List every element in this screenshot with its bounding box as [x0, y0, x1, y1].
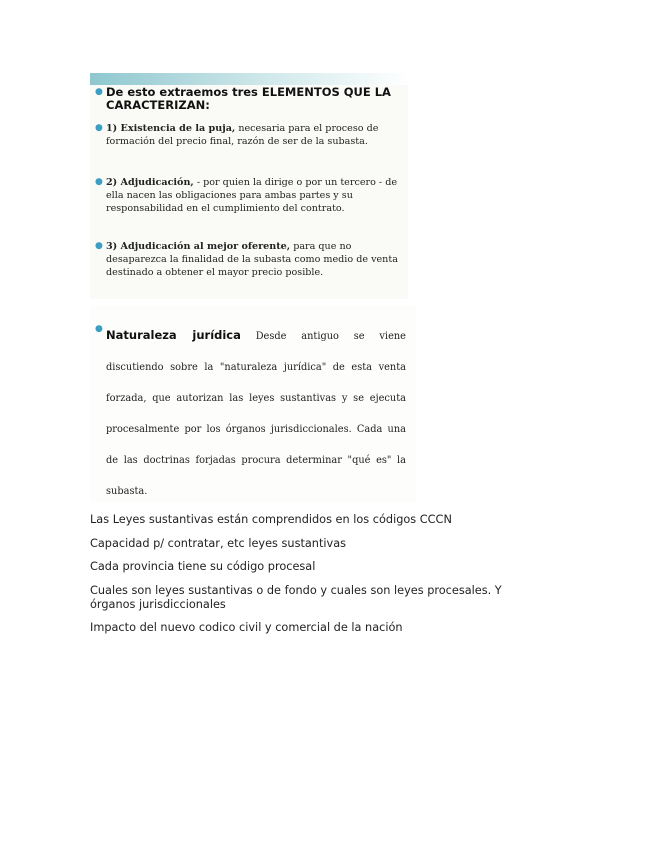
note-line-1: Las Leyes sustantivas están comprendidos en los códigos CCCN — [90, 513, 452, 526]
bullet-icon: ● — [95, 324, 103, 334]
slide-header-band — [90, 73, 408, 85]
slide-image-elementos — [90, 73, 408, 299]
slide-item-1 — [106, 122, 406, 148]
slide-item-3-text: para que no desaparezca la finalidad de la subasta como medio de venta destinado a obtener el mayor precio posible. — [106, 241, 398, 278]
slide-paragraph-text: Desde antiguo se viene discutiendo sobre la "naturaleza jurídica" de esta venta forzada, que autorizan las leyes sustantivas y se ejecuta procesalmente por los órganos jurisdiccionales. Cada una de las doctrinas forjadas procura determinar "qué es" la subasta. — [106, 331, 406, 497]
slide-item-2-text: - por quien la dirige o por un tercero - de ella nacen las obligaciones para ambas partes y su responsabilidad en el cumplimiento del contrato. — [106, 177, 398, 214]
slide-image-naturaleza — [90, 306, 416, 502]
slide-item-3 — [106, 240, 406, 279]
note-line-4: Cuales son leyes sustantivas o de fondo y cuales son leyes procesales. Y órganos jurisdiccionales — [90, 584, 502, 611]
slide-paragraph-label: Naturaleza jurídica — [106, 328, 241, 342]
slide-item-1-text: necesaria para el proceso de formación del precio final, razón de ser de la subasta. — [106, 123, 379, 147]
slide-item-2-label: 2) Adjudicación, — [106, 177, 194, 188]
slide-paragraph — [106, 320, 406, 502]
slide-heading: De esto extraemos tres ELEMENTOS QUE LA CARACTERIZAN: — [106, 85, 391, 112]
slide-item-3-label: 3) Adjudicación al mejor oferente, — [106, 241, 291, 252]
note-line-2: Capacidad p/ contratar, etc leyes sustantivas — [90, 537, 347, 550]
bullet-icon: ● — [95, 177, 103, 187]
bullet-icon: ● — [95, 123, 103, 133]
bullet-icon: ● — [95, 87, 103, 97]
slide-item-2 — [106, 176, 406, 215]
bullet-icon: ● — [95, 241, 103, 251]
slide-item-1-label: 1) Existencia de la puja, — [106, 123, 236, 134]
note-line-5: Impacto del nuevo codico civil y comercial de la nación — [90, 621, 403, 634]
note-line-3: Cada provincia tiene su código procesal — [90, 560, 316, 573]
